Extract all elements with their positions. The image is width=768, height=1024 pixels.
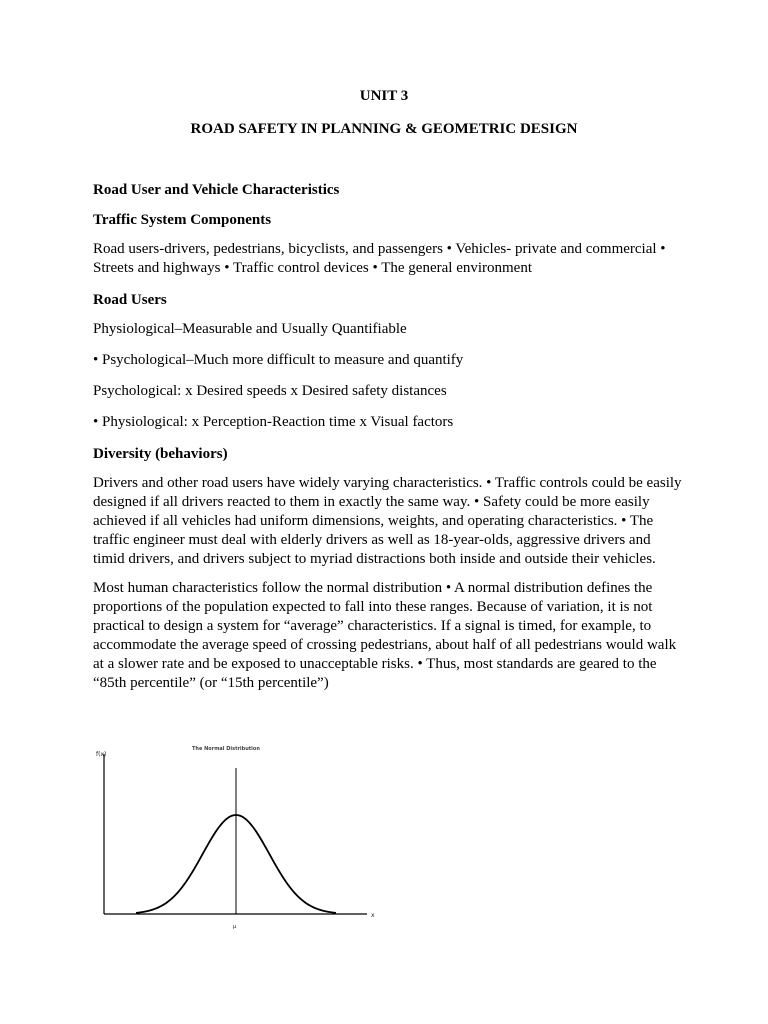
chart-title: The Normal Distribution: [192, 746, 260, 752]
paragraph-physiological-measure: Physiological–Measurable and Usually Quantifiable: [93, 321, 407, 337]
section-heading-road-user: Road User and Vehicle Characteristics: [93, 182, 340, 198]
unit-heading: UNIT 3: [359, 88, 409, 104]
document-body: [93, 180, 683, 703]
section-heading-diversity: Diversity (behaviors): [93, 446, 228, 462]
x-axis-label: x: [371, 912, 375, 919]
normal-distribution-figure: [96, 740, 386, 940]
paragraph-diversity: Drivers and other road users have widely varying characteristics. • Traffic controls could be easily designed if all drivers reacted to them in exactly the same way. • Safety could be more easily achieved if all vehicles had uniform dimensions, weights, and operating characteristics. • The traffic engineer must deal with elderly drivers as well as 18-year-olds, aggressive drivers and timid drivers, and drivers subject to myriad distractions both inside and outside their vehicles.: [93, 475, 682, 567]
paragraph-components: Road users-drivers, pedestrians, bicyclists, and passengers • Vehicles- private and commercial • Streets and highways • Traffic control devices • The general environment: [93, 241, 666, 276]
paragraph-normal-distribution: Most human characteristics follow the normal distribution • A normal distribution defines the proportions of the population expected to fall into these ranges. Because of variation, it is not practical to design a system for “average” characteristics. If a signal is timed, for example, to accommodate the average speed of crossing pedestrians, about half of all pedestrians would walk at a slower rate and be exposed to unacceptable risks. • Thus, most standards are geared to the “85th percentile” (or “15th percentile”): [93, 580, 677, 691]
paragraph-physiological-items: • Physiological: x Perception-Reaction time x Visual factors: [93, 414, 454, 430]
normal-distribution-chart: [96, 740, 386, 940]
mean-label: μ: [233, 924, 237, 930]
paragraph-psychological-items: Psychological: x Desired speeds x Desired safety distances: [93, 383, 447, 399]
paragraph-psychological-measure: • Psychological–Much more difficult to measure and quantify: [93, 352, 464, 368]
document-title: ROAD SAFETY IN PLANNING & GEOMETRIC DESIGN: [190, 121, 578, 137]
section-heading-traffic-system: Traffic System Components: [93, 212, 272, 228]
section-heading-road-users: Road Users: [93, 292, 167, 308]
y-axis-label: f(x): [96, 751, 107, 758]
